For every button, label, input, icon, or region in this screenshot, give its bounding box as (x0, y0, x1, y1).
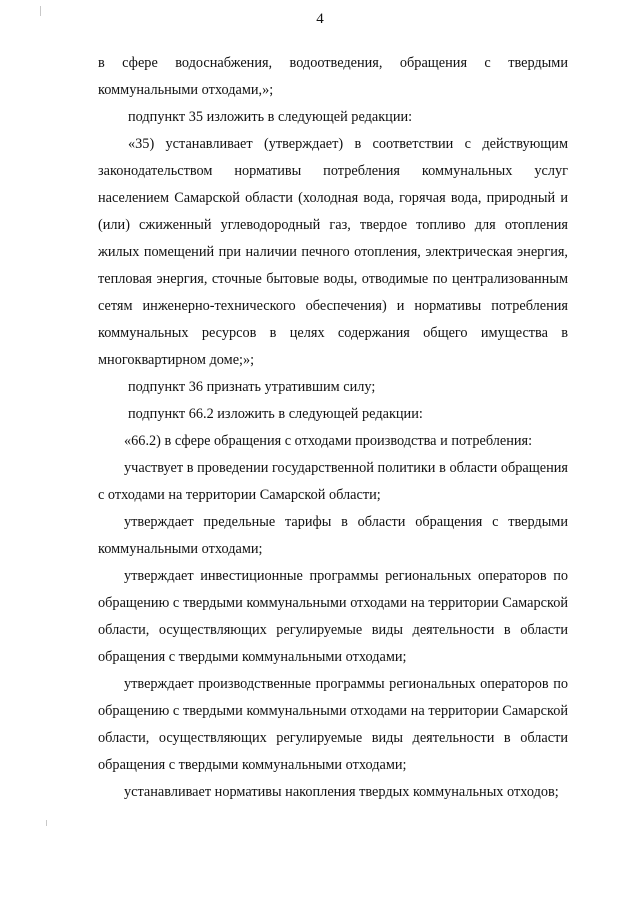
paragraph-accumulation-norms: устанавливает нормативы накопления твердых коммунальных отходов; (124, 784, 559, 800)
paragraph-investment-programs: утверждает инвестиционные программы региональных операторов по обращению с твердыми коммунальными отходами на территории Самарской области, осуществляющих регулируемые виды деятельности в области обращения с твердыми коммунальными отходами; (98, 568, 568, 665)
paragraph-participation: участвует в проведении государственной политики в области обращения с отходами на территории Самарской области; (98, 460, 568, 503)
paragraph-subitem-36: подпункт 36 признать утратившим силу; (128, 379, 376, 395)
paragraph-tariffs: утверждает предельные тарифы в области обращения с твердыми коммунальными отходами; (98, 514, 568, 557)
paragraph-continuation: в сфере водоснабжения, водоотведения, обращения с твердыми коммунальными отходами,»; (98, 55, 568, 98)
paragraph-subitem-66-2-instruction: подпункт 66.2 изложить в следующей редакции: (128, 406, 423, 422)
document-body (98, 50, 568, 806)
page-number: 4 (316, 11, 324, 27)
paragraph-subitem-35-instruction: подпункт 35 изложить в следующей редакции: (128, 109, 413, 125)
paragraph-subitem-66-2-heading: «66.2) в сфере обращения с отходами производства и потребления: (124, 433, 533, 449)
scan-mark (40, 6, 41, 16)
scan-mark (46, 820, 47, 826)
paragraph-subitem-35-text: «35) устанавливает (утверждает) в соответствии с действующим законодательством нормативы потребления коммунальных услуг населением Самарской области (холодная вода, горячая вода, природный и (или) сжиженный углеводородный газ, твердое топливо для отопления жилых помещений при наличии печного отопления, электрическая энергия, тепловая энергия, сточные бытовые воды, отводимые по централизованным сетям инженерно-технического обеспечения) и нормативы потребления коммунальных ресурсов в целях содержания общего имущества в многоквартирном доме;»; (98, 136, 568, 368)
paragraph-production-programs: утверждает производственные программы региональных операторов по обращению с твердыми коммунальными отходами на территории Самарской области, осуществляющих регулируемые виды деятельности в области обращения с твердыми коммунальными отходами; (98, 676, 568, 773)
